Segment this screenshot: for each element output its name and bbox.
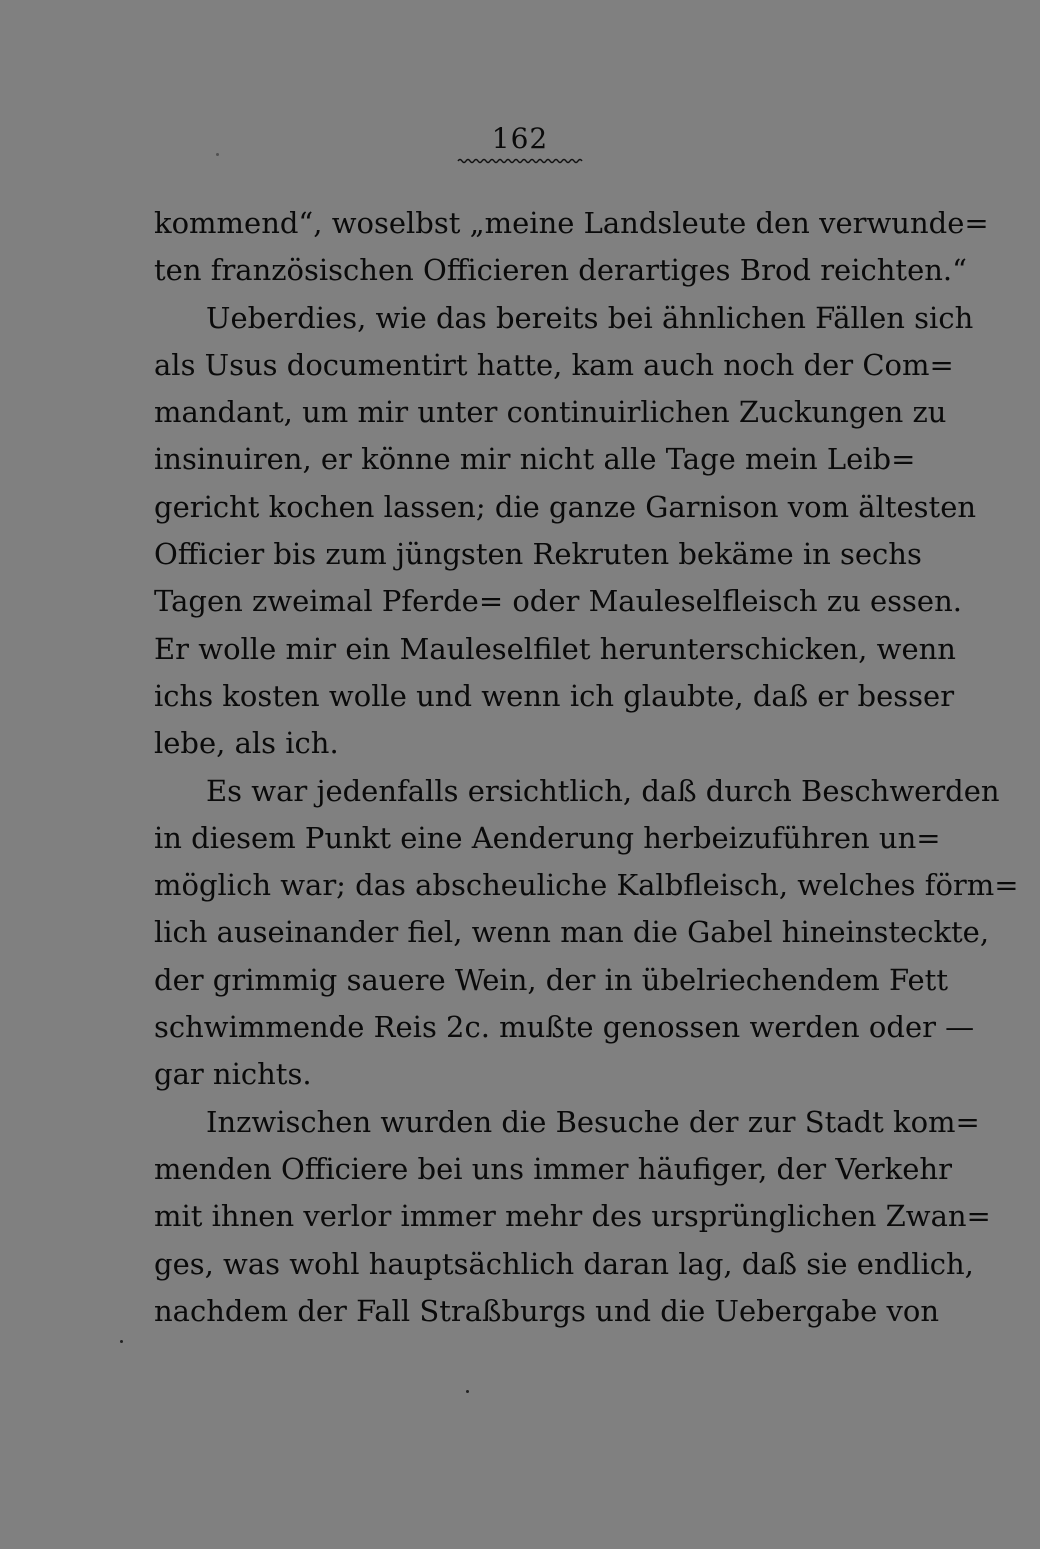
page-number: 162	[491, 122, 549, 155]
text-line: menden Officiere bei uns immer häufiger, der Verkehr	[154, 1151, 952, 1186]
text-line: ges, was wohl hauptsächlich daran lag, daß sie endlich,	[154, 1246, 974, 1281]
text-line: insinuiren, er könne mir nicht alle Tage mein Leib=	[154, 442, 916, 477]
text-line: kommend“, woselbst „meine Landsleute den verwunde=	[154, 206, 989, 240]
text-line: als Usus documentirt hatte, kam auch noch der Com=	[154, 347, 954, 382]
text-line: Ueberdies, wie das bereits bei ähnlichen Fällen sich	[206, 300, 974, 335]
page-text	[154, 200, 1019, 1335]
text-line: ichs kosten wolle und wenn ich glaubte, daß er besser	[154, 678, 955, 713]
text-line: gar nichts.	[154, 1057, 312, 1092]
text-line: Es war jedenfalls ersichtlich, daß durch Beschwerden	[206, 773, 1000, 808]
text-line: in diesem Punkt eine Aenderung herbeizuführen un=	[154, 820, 941, 855]
text-line: mit ihnen verlor immer mehr des ursprünglichen Zwan=	[154, 1199, 991, 1234]
text-line: lich auseinander fiel, wenn man die Gabel hineinsteckte,	[154, 915, 990, 950]
text-line: Tagen zweimal Pferde= oder Mauleselfleisch zu essen.	[154, 584, 962, 619]
decorative-wavy-rule	[458, 157, 582, 165]
text-line: mandant, um mir unter continuirlichen Zuckungen zu	[154, 395, 947, 430]
text-line: Officier bis zum jüngsten Rekruten bekäme in sechs	[154, 537, 922, 572]
text-line: nachdem der Fall Straßburgs und die Uebergabe von	[154, 1293, 940, 1328]
text-line: schwimmende Reis 2c. mußte genossen werden oder —	[154, 1010, 975, 1045]
scan-speck	[120, 1340, 123, 1343]
text-line: der grimmig sauere Wein, der in übelriechendem Fett	[154, 962, 948, 997]
text-line: Er wolle mir ein Mauleselfilet herunterschicken, wenn	[154, 631, 956, 666]
text-line: ten französischen Officieren derartiges Brod reichten.“	[154, 253, 967, 288]
text-line: gericht kochen lassen; die ganze Garnison vom ältesten	[154, 489, 977, 524]
text-line: Inzwischen wurden die Besuche der zur Stadt kom=	[206, 1104, 980, 1139]
text-line: möglich war; das abscheuliche Kalbfleisch, welches förm=	[154, 868, 1019, 903]
scan-speck	[466, 1390, 469, 1393]
text-line: lebe, als ich.	[154, 726, 339, 761]
scan-speck	[216, 153, 219, 156]
